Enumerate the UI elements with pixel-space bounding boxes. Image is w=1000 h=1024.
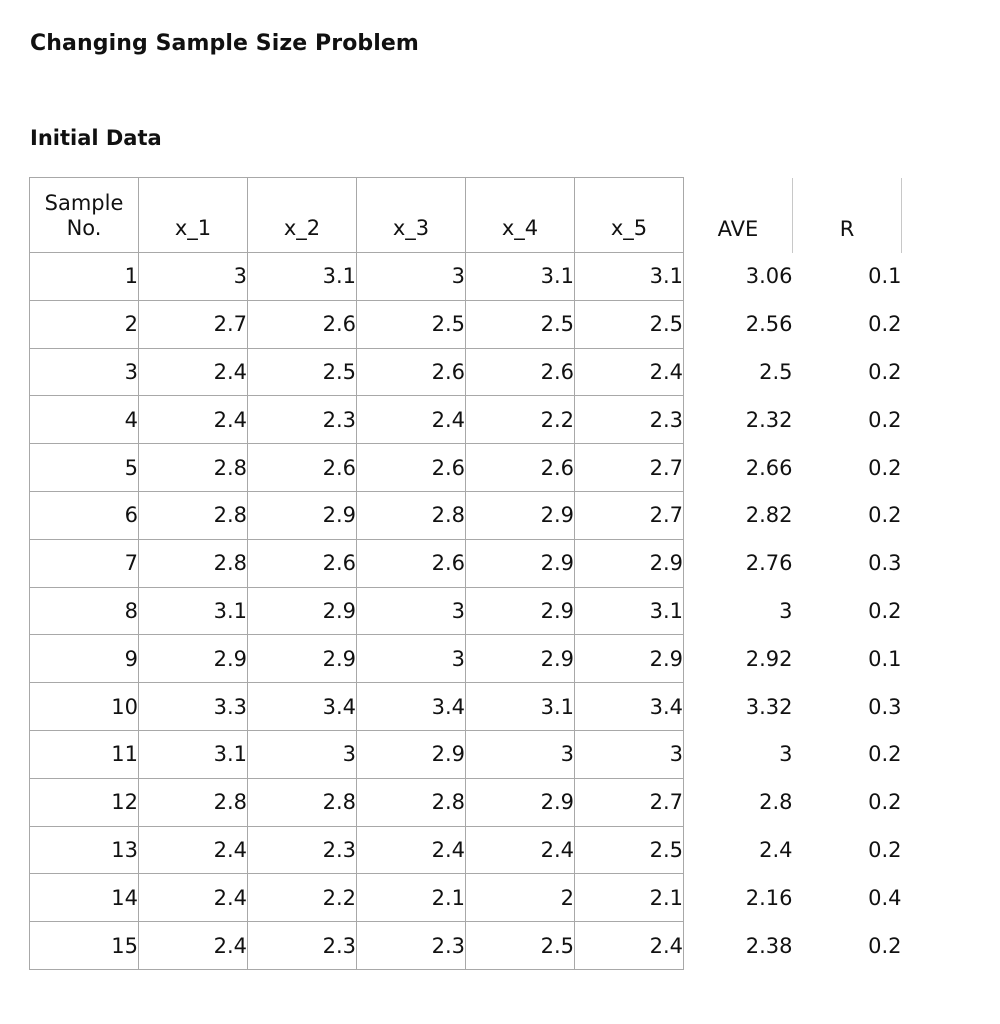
cell-x2: 2.8 bbox=[248, 778, 357, 826]
cell-x1: 3 bbox=[139, 253, 248, 301]
cell-x2: 2.2 bbox=[248, 874, 357, 922]
cell-r: 0.2 bbox=[868, 455, 902, 480]
cell-ave: 3.32 bbox=[745, 694, 793, 719]
cell-x4: 2.6 bbox=[466, 348, 575, 396]
cell-x2: 2.6 bbox=[248, 300, 357, 348]
cell-sample-no: 1 bbox=[30, 253, 139, 301]
cell-x3: 2.4 bbox=[357, 396, 466, 444]
cell-x4: 3 bbox=[466, 730, 575, 778]
cell-x3: 2.5 bbox=[357, 300, 466, 348]
cell-x5: 3.1 bbox=[575, 253, 684, 301]
table-row bbox=[30, 539, 902, 587]
cell-sample-no: 13 bbox=[30, 826, 139, 874]
cell-x1: 2.4 bbox=[139, 348, 248, 396]
cell-x2: 3.1 bbox=[248, 253, 357, 301]
cell-x4: 2.2 bbox=[466, 396, 575, 444]
cell-x1: 3.1 bbox=[139, 730, 248, 778]
initial-data-table bbox=[29, 177, 902, 970]
cell-sample-no: 6 bbox=[30, 491, 139, 539]
header-sample-line1: Sample bbox=[44, 191, 124, 215]
cell-x1: 2.4 bbox=[139, 874, 248, 922]
cell-x2: 2.3 bbox=[248, 396, 357, 444]
cell-x1: 2.7 bbox=[139, 300, 248, 348]
cell-r: 0.2 bbox=[868, 933, 902, 958]
cell-x1: 3.1 bbox=[139, 587, 248, 635]
header-r: R bbox=[793, 178, 902, 253]
cell-x1: 2.8 bbox=[139, 539, 248, 587]
table-row bbox=[30, 826, 902, 874]
cell-ave: 3 bbox=[779, 742, 793, 767]
cell-x5: 2.5 bbox=[575, 300, 684, 348]
cell-x5: 2.4 bbox=[575, 348, 684, 396]
cell-ave: 2.38 bbox=[745, 933, 793, 958]
cell-x1: 2.4 bbox=[139, 826, 248, 874]
cell-x3: 2.6 bbox=[357, 539, 466, 587]
cell-sample-no: 7 bbox=[30, 539, 139, 587]
cell-r: 0.4 bbox=[868, 885, 902, 910]
table-row bbox=[30, 300, 902, 348]
cell-x5: 2.9 bbox=[575, 635, 684, 683]
cell-x1: 2.4 bbox=[139, 922, 248, 970]
header-row bbox=[30, 178, 902, 253]
cell-x4: 2.9 bbox=[466, 491, 575, 539]
cell-sample-no: 12 bbox=[30, 778, 139, 826]
cell-ave: 2.56 bbox=[745, 312, 793, 337]
cell-x1: 2.8 bbox=[139, 444, 248, 492]
header-x3: x_3 bbox=[357, 178, 466, 253]
cell-r: 0.2 bbox=[868, 359, 902, 384]
cell-sample-no: 2 bbox=[30, 300, 139, 348]
cell-x3: 3 bbox=[357, 587, 466, 635]
cell-sample-no: 3 bbox=[30, 348, 139, 396]
cell-ave: 2.5 bbox=[759, 359, 793, 384]
cell-x4: 2 bbox=[466, 874, 575, 922]
cell-x3: 2.9 bbox=[357, 730, 466, 778]
cell-ave: 2.4 bbox=[759, 837, 793, 862]
cell-x3: 3 bbox=[357, 635, 466, 683]
cell-x3: 2.8 bbox=[357, 778, 466, 826]
cell-sample-no: 10 bbox=[30, 683, 139, 731]
cell-r: 0.2 bbox=[868, 790, 902, 815]
header-ave: AVE bbox=[684, 178, 793, 253]
cell-ave: 2.66 bbox=[745, 455, 793, 480]
page-title: Changing Sample Size Problem bbox=[30, 31, 419, 56]
cell-x5: 3 bbox=[575, 730, 684, 778]
cell-x5: 3.4 bbox=[575, 683, 684, 731]
cell-x4: 2.9 bbox=[466, 587, 575, 635]
cell-sample-no: 4 bbox=[30, 396, 139, 444]
cell-x2: 2.6 bbox=[248, 539, 357, 587]
cell-x4: 3.1 bbox=[466, 683, 575, 731]
cell-x1: 3.3 bbox=[139, 683, 248, 731]
cell-x3: 2.3 bbox=[357, 922, 466, 970]
cell-x4: 2.9 bbox=[466, 635, 575, 683]
cell-sample-no: 11 bbox=[30, 730, 139, 778]
cell-x4: 2.9 bbox=[466, 539, 575, 587]
cell-ave: 2.82 bbox=[745, 503, 793, 528]
cell-r: 0.2 bbox=[868, 407, 902, 432]
cell-ave: 2.76 bbox=[745, 551, 793, 576]
cell-r: 0.2 bbox=[868, 837, 902, 862]
table-body bbox=[30, 253, 902, 970]
cell-x5: 2.7 bbox=[575, 778, 684, 826]
cell-x1: 2.9 bbox=[139, 635, 248, 683]
cell-x3: 2.4 bbox=[357, 826, 466, 874]
table-row bbox=[30, 253, 902, 301]
cell-x2: 2.9 bbox=[248, 587, 357, 635]
cell-x4: 2.6 bbox=[466, 444, 575, 492]
cell-x2: 2.5 bbox=[248, 348, 357, 396]
cell-sample-no: 8 bbox=[30, 587, 139, 635]
table-row bbox=[30, 778, 902, 826]
table-row bbox=[30, 396, 902, 444]
cell-x2: 3 bbox=[248, 730, 357, 778]
cell-ave: 3 bbox=[779, 598, 793, 623]
cell-x2: 3.4 bbox=[248, 683, 357, 731]
table-row bbox=[30, 635, 902, 683]
cell-r: 0.2 bbox=[868, 742, 902, 767]
cell-x1: 2.8 bbox=[139, 491, 248, 539]
cell-r: 0.1 bbox=[868, 646, 902, 671]
cell-x3: 3.4 bbox=[357, 683, 466, 731]
header-x1: x_1 bbox=[139, 178, 248, 253]
table-row bbox=[30, 444, 902, 492]
table-row bbox=[30, 683, 902, 731]
cell-x5: 2.3 bbox=[575, 396, 684, 444]
cell-sample-no: 5 bbox=[30, 444, 139, 492]
cell-x5: 2.4 bbox=[575, 922, 684, 970]
table-row bbox=[30, 587, 902, 635]
cell-ave: 3.06 bbox=[745, 264, 793, 289]
table-row bbox=[30, 348, 902, 396]
cell-x4: 2.9 bbox=[466, 778, 575, 826]
cell-x4: 2.4 bbox=[466, 826, 575, 874]
cell-r: 0.1 bbox=[868, 264, 902, 289]
cell-ave: 2.8 bbox=[759, 790, 793, 815]
cell-x3: 2.8 bbox=[357, 491, 466, 539]
header-x4: x_4 bbox=[466, 178, 575, 253]
cell-ave: 2.16 bbox=[745, 885, 793, 910]
table-row bbox=[30, 922, 902, 970]
header-x5: x_5 bbox=[575, 178, 684, 253]
header-sample-no bbox=[30, 178, 139, 253]
cell-sample-no: 14 bbox=[30, 874, 139, 922]
cell-x2: 2.6 bbox=[248, 444, 357, 492]
cell-x3: 2.6 bbox=[357, 444, 466, 492]
header-x2: x_2 bbox=[248, 178, 357, 253]
cell-ave: 2.32 bbox=[745, 407, 793, 432]
cell-x2: 2.9 bbox=[248, 491, 357, 539]
header-sample-line2: No. bbox=[66, 216, 102, 240]
section-title: Initial Data bbox=[30, 126, 162, 150]
cell-x4: 3.1 bbox=[466, 253, 575, 301]
cell-sample-no: 9 bbox=[30, 635, 139, 683]
cell-x5: 3.1 bbox=[575, 587, 684, 635]
table-row bbox=[30, 491, 902, 539]
cell-x1: 2.4 bbox=[139, 396, 248, 444]
cell-x5: 2.9 bbox=[575, 539, 684, 587]
cell-x4: 2.5 bbox=[466, 922, 575, 970]
cell-x1: 2.8 bbox=[139, 778, 248, 826]
cell-x4: 2.5 bbox=[466, 300, 575, 348]
cell-r: 0.3 bbox=[868, 551, 902, 576]
cell-x3: 2.6 bbox=[357, 348, 466, 396]
cell-x2: 2.3 bbox=[248, 826, 357, 874]
cell-r: 0.2 bbox=[868, 598, 902, 623]
cell-ave: 2.92 bbox=[745, 646, 793, 671]
cell-x2: 2.9 bbox=[248, 635, 357, 683]
cell-x3: 2.1 bbox=[357, 874, 466, 922]
cell-r: 0.2 bbox=[868, 312, 902, 337]
table-row bbox=[30, 874, 902, 922]
cell-x5: 2.1 bbox=[575, 874, 684, 922]
cell-x5: 2.7 bbox=[575, 491, 684, 539]
cell-sample-no: 15 bbox=[30, 922, 139, 970]
cell-r: 0.2 bbox=[868, 503, 902, 528]
table-row bbox=[30, 730, 902, 778]
cell-r: 0.3 bbox=[868, 694, 902, 719]
cell-x3: 3 bbox=[357, 253, 466, 301]
cell-x5: 2.5 bbox=[575, 826, 684, 874]
cell-x2: 2.3 bbox=[248, 922, 357, 970]
cell-x5: 2.7 bbox=[575, 444, 684, 492]
